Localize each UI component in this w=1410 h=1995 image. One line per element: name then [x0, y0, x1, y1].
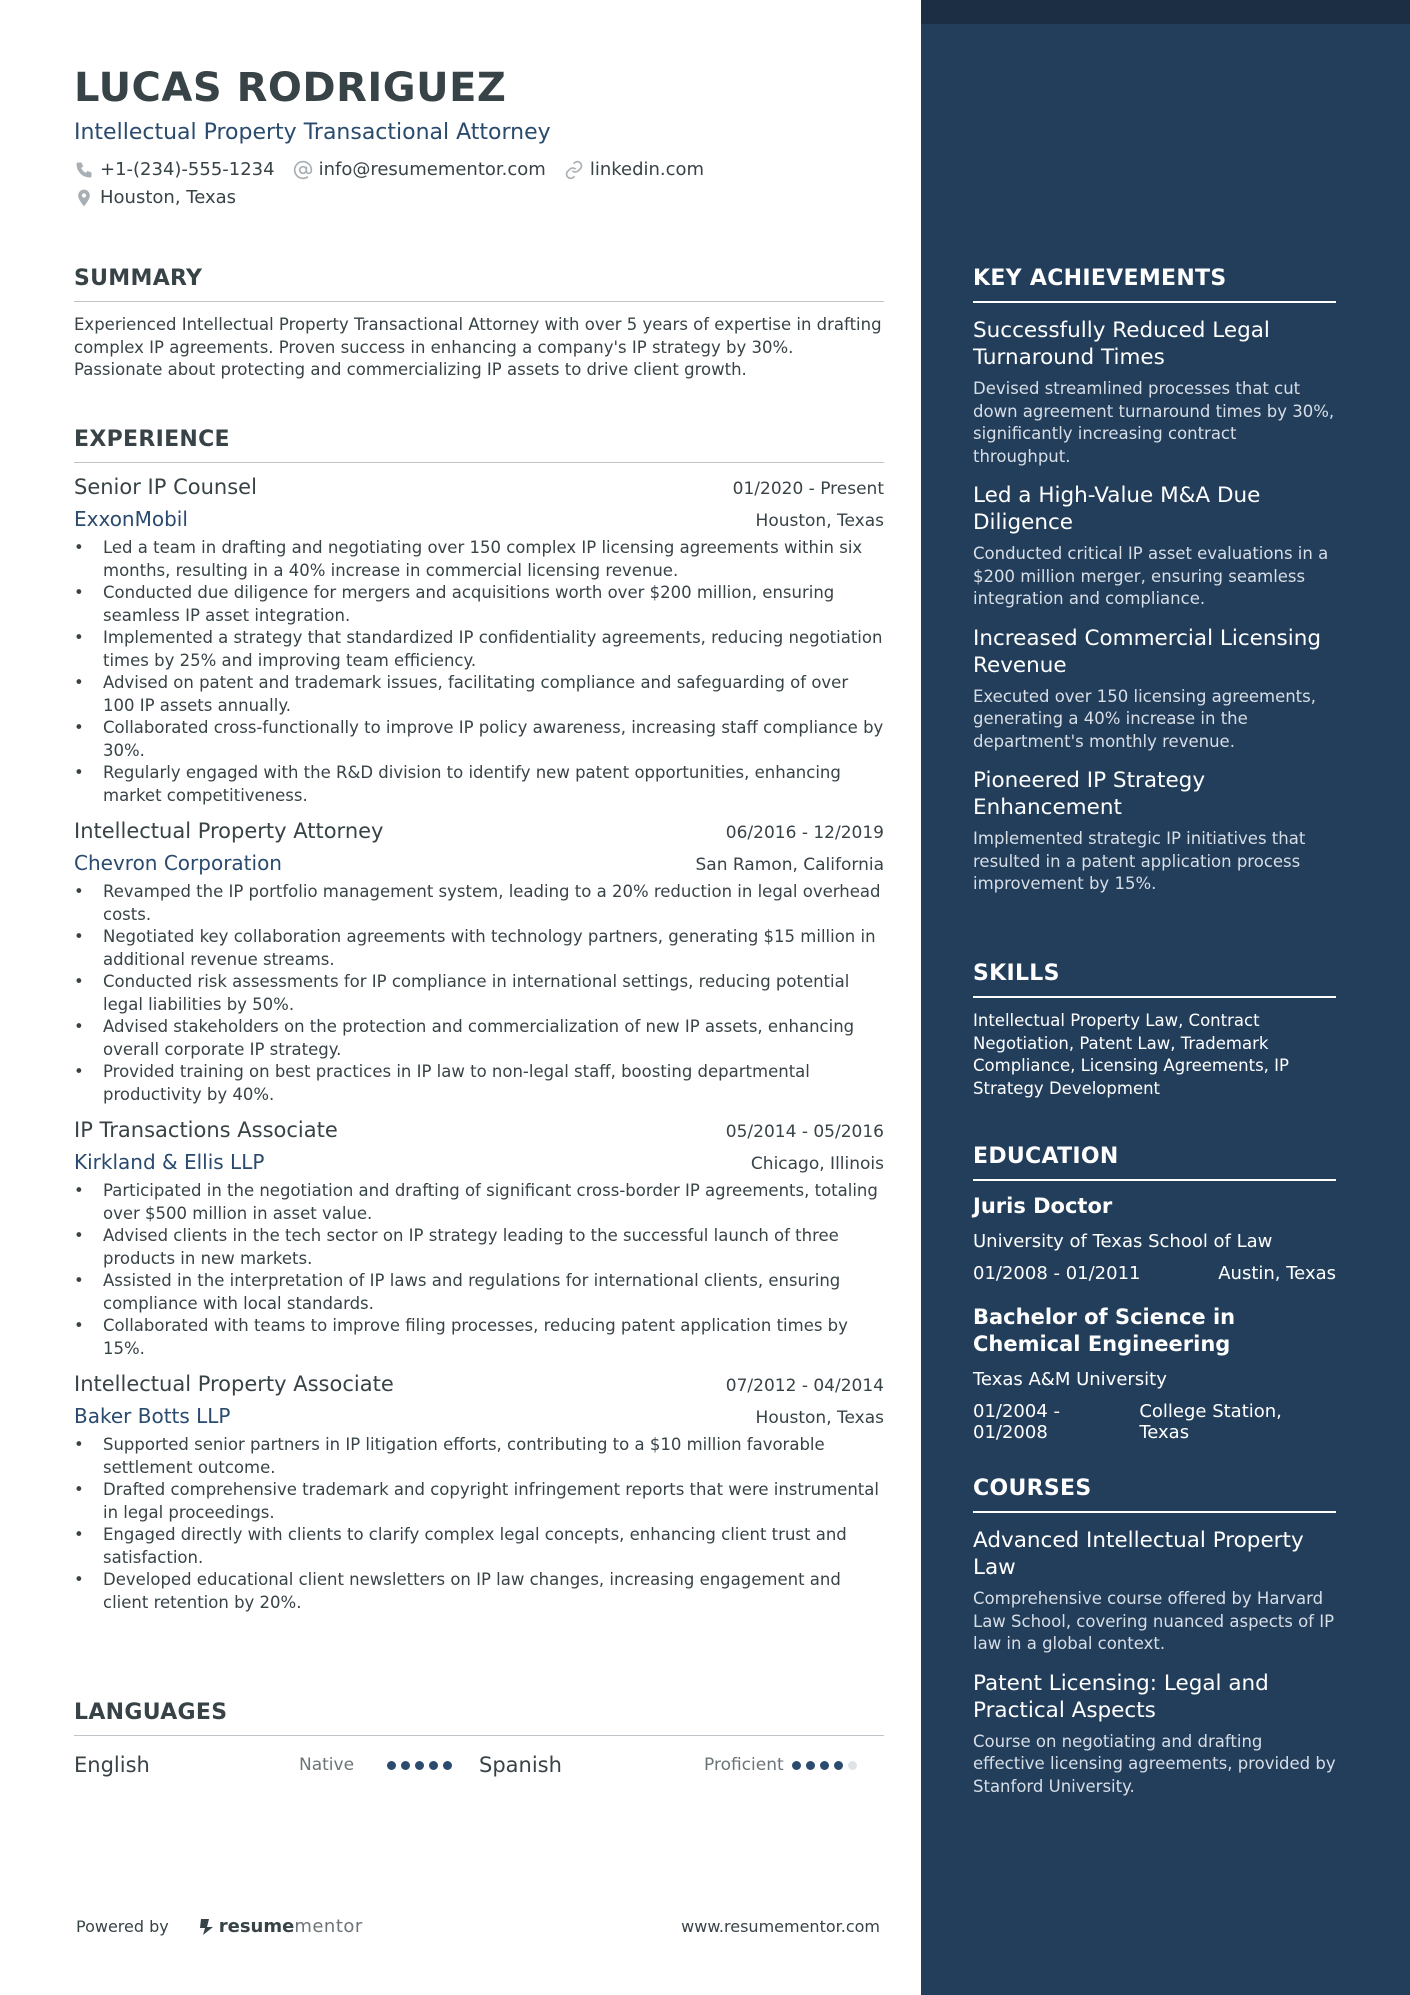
language-item: [74, 1753, 479, 1777]
job-bullet: • Conducted due diligence for mergers and acquisitions worth over $200 million, ensuring seamless IP asset integration.: [74, 582, 884, 627]
job-bullet: • Supported senior partners in IP litigation efforts, contributing to a $10 million favorable settlement outcome.: [74, 1434, 884, 1479]
linkedin-text[interactable]: linkedin.com: [589, 159, 705, 180]
rating-dot-filled: [429, 1761, 438, 1770]
achievement-desc: Implemented strategic IP initiatives that resulted in a patent application process improvement by 15%.: [973, 829, 1306, 893]
course-item: [973, 1670, 1336, 1799]
language-level: Native: [299, 1755, 355, 1775]
job-bullets: [74, 881, 884, 1106]
job-bullet: • Participated in the negotiation and drafting of significant cross-border IP agreements, totaling over $500 million in asset value.: [74, 1180, 884, 1225]
education-item: [973, 1304, 1336, 1443]
rating-dot-filled: [401, 1761, 410, 1770]
education-school: Texas A&M University: [973, 1369, 1167, 1390]
education-item: [973, 1193, 1336, 1284]
contact-linkedin[interactable]: [564, 156, 704, 184]
job-bullets: [74, 1180, 884, 1360]
achievements-heading: KEY ACHIEVEMENTS: [973, 266, 1336, 303]
footer: [76, 1916, 880, 1937]
resumementor-logo-icon: [199, 1917, 215, 1937]
languages-section: [74, 1700, 884, 1780]
job-bullet: • Collaborated cross-functionally to improve IP policy awareness, increasing staff compliance by 30%.: [74, 717, 884, 762]
job-location: Houston, Texas: [755, 1408, 884, 1428]
achievement-desc: Devised streamlined processes that cut down agreement turnaround times by 30%, significantly increasing contract throughput.: [973, 379, 1335, 466]
language-rating: [792, 1761, 857, 1770]
job-dates: 01/2020 - Present: [732, 479, 884, 499]
job-entry: [74, 475, 884, 807]
achievement-title: Increased Commercial Licensing Revenue: [973, 625, 1321, 678]
education-location: Austin, Texas: [1218, 1263, 1336, 1284]
email-text[interactable]: info@resumementor.com: [318, 159, 546, 180]
summary-section: [74, 266, 884, 382]
job-company: Chevron Corporation: [74, 851, 282, 875]
logo-text-mentor: mentor: [294, 1916, 363, 1937]
candidate-title: Intellectual Property Transactional Attorney: [74, 120, 551, 145]
language-item: [479, 1753, 884, 1777]
job-bullet: • Led a team in drafting and negotiating over 150 complex IP licensing agreements within six months, resulting in a 40% increase in commercial licensing revenue.: [74, 537, 884, 582]
education-dates: 01/2008 - 01/2011: [973, 1263, 1141, 1284]
job-bullet: • Assisted in the interpretation of IP laws and regulations for international clients, ensuring compliance with local standards.: [74, 1270, 884, 1315]
achievement-item: [973, 767, 1336, 896]
rating-dot-filled: [834, 1761, 843, 1770]
phone-text: +1-(234)-555-1234: [100, 159, 275, 180]
job-entry: [74, 1372, 884, 1614]
resumementor-logo[interactable]: [199, 1916, 363, 1937]
achievement-title: Successfully Reduced Legal Turnaround Times: [973, 318, 1270, 370]
logo-text-resume: resume: [218, 1916, 295, 1937]
education-heading: EDUCATION: [973, 1144, 1336, 1181]
job-dates: 06/2016 - 12/2019: [725, 823, 884, 843]
rating-dot-filled: [806, 1761, 815, 1770]
languages-heading: LANGUAGES: [74, 1700, 884, 1736]
course-title: Advanced Intellectual Property Law: [973, 1528, 1304, 1580]
skills-text: Intellectual Property Law, Contract Negotiation, Patent Law, Trademark Compliance, Licensing Agreements, IP Strategy Development: [973, 1011, 1289, 1098]
job-bullet: • Drafted comprehensive trademark and copyright infringement reports that were instrumental in legal proceedings.: [74, 1479, 884, 1524]
job-bullet: • Implemented a strategy that standardized IP confidentiality agreements, reducing negotiation times by 25% and improving team efficiency.: [74, 627, 884, 672]
achievement-item: [973, 625, 1336, 754]
language-name: Spanish: [479, 1753, 562, 1777]
location-text: Houston, Texas: [100, 187, 237, 208]
education-school: University of Texas School of Law: [973, 1231, 1273, 1252]
job-bullet: • Revamped the IP portfolio management system, leading to a 20% reduction in legal overhead costs.: [74, 881, 884, 926]
course-item: [973, 1527, 1336, 1656]
achievement-title: Pioneered IP Strategy Enhancement: [973, 768, 1206, 820]
candidate-name: LUCAS RODRIGUEZ: [74, 65, 507, 111]
achievement-desc: Conducted critical IP asset evaluations in a $200 million merger, ensuring seamless integration and compliance.: [973, 544, 1329, 608]
job-bullet: • Negotiated key collaboration agreements with technology partners, generating $15 million in additional revenue streams.: [74, 926, 884, 971]
job-location: Houston, Texas: [755, 511, 884, 531]
job-bullet: • Engaged directly with clients to clarify complex legal concepts, enhancing client trust and satisfaction.: [74, 1524, 884, 1569]
course-title: Patent Licensing: Legal and Practical Aspects: [973, 1670, 1269, 1723]
job-bullet: • Advised stakeholders on the protection and commercialization of new IP assets, enhancing overall corporate IP strategy.: [74, 1016, 884, 1061]
job-company: Kirkland & Ellis LLP: [74, 1150, 265, 1174]
job-bullet: • Advised clients in the tech sector on IP strategy leading to the successful launch of three products in new markets.: [74, 1225, 884, 1270]
job-bullet: • Developed educational client newsletters on IP law changes, increasing engagement and client retention by 20%.: [74, 1569, 884, 1614]
job-dates: 07/2012 - 04/2014: [725, 1376, 884, 1396]
summary-heading: SUMMARY: [74, 266, 884, 302]
rating-dot-filled: [443, 1761, 452, 1770]
resume-header: [74, 62, 884, 212]
language-name: English: [74, 1753, 150, 1777]
courses-section: [973, 1476, 1336, 1798]
job-dates: 05/2014 - 05/2016: [725, 1122, 884, 1142]
education-section: [973, 1144, 1336, 1443]
rating-dot-filled: [792, 1761, 801, 1770]
job-role: Intellectual Property Associate: [74, 1372, 394, 1396]
language-rating: [387, 1761, 452, 1770]
achievement-item: [973, 317, 1336, 468]
skills-section: [973, 961, 1336, 1100]
achievements-section: [973, 266, 1336, 896]
job-bullet: • Provided training on best practices in IP law to non-legal staff, boosting departmental productivity by 40%.: [74, 1061, 884, 1106]
job-company: ExxonMobil: [74, 507, 188, 531]
course-desc: Comprehensive course offered by Harvard Law School, covering nuanced aspects of IP law in a global context.: [973, 1589, 1335, 1653]
achievement-title: Led a High-Value M&A Due Diligence: [973, 483, 1261, 535]
job-bullets: [74, 537, 884, 807]
contact-email[interactable]: [293, 156, 546, 184]
job-entry: [74, 819, 884, 1106]
achievement-desc: Executed over 150 licensing agreements, generating a 40% increase in the department's monthly revenue.: [973, 686, 1316, 751]
job-company: Baker Botts LLP: [74, 1404, 231, 1428]
contact-phone: [74, 156, 275, 184]
job-location: Chicago, Illinois: [750, 1154, 884, 1174]
sidebar-top-bar: [921, 0, 1410, 24]
course-desc: Course on negotiating and drafting effective licensing agreements, provided by Stanford University.: [973, 1731, 1336, 1796]
at-icon: [293, 160, 313, 180]
job-role: Senior IP Counsel: [74, 475, 257, 499]
job-bullet: • Regularly engaged with the R&D division to identify new patent opportunities, enhancing market competitiveness.: [74, 762, 884, 807]
link-icon: [564, 160, 584, 180]
job-bullet: • Advised on patent and trademark issues, facilitating compliance and safeguarding of over 100 IP assets annually.: [74, 672, 884, 717]
achievement-item: [973, 482, 1336, 611]
experience-heading: EXPERIENCE: [74, 427, 884, 463]
courses-heading: COURSES: [973, 1476, 1336, 1513]
summary-text: Experienced Intellectual Property Transactional Attorney with over 5 years of expertise in drafting complex IP agreements. Proven success in enhancing a company's IP strategy by 30%. Passionate about protecting and commercializing IP assets to drive client growth.: [74, 315, 882, 379]
contact-info: [74, 156, 884, 212]
education-location: College Station, Texas: [1139, 1401, 1282, 1443]
job-bullets: [74, 1434, 884, 1614]
education-degree: Juris Doctor: [973, 1194, 1113, 1218]
contact-location: [74, 184, 236, 212]
language-level: Proficient: [704, 1755, 784, 1775]
rating-dot-filled: [387, 1761, 396, 1770]
phone-icon: [74, 160, 94, 180]
rating-dot-filled: [415, 1761, 424, 1770]
rating-dot-empty: [848, 1761, 857, 1770]
website-link[interactable]: www.resumementor.com: [681, 1917, 880, 1936]
job-role: Intellectual Property Attorney: [74, 819, 384, 843]
job-entry: [74, 1118, 884, 1360]
location-pin-icon: [74, 188, 94, 208]
experience-section: [74, 427, 884, 1614]
rating-dot-filled: [820, 1761, 829, 1770]
powered-by-text: Powered by: [76, 1917, 169, 1936]
job-bullet: • Conducted risk assessments for IP compliance in international settings, reducing potential legal liabilities by 50%.: [74, 971, 884, 1016]
job-role: IP Transactions Associate: [74, 1118, 338, 1142]
education-degree: Bachelor of Science in Chemical Engineering: [973, 1305, 1236, 1356]
skills-heading: SKILLS: [973, 961, 1336, 998]
job-bullet: • Collaborated with teams to improve filing processes, reducing patent application times by 15%.: [74, 1315, 884, 1360]
job-location: San Ramon, California: [695, 855, 884, 875]
education-dates: 01/2004 - 01/2008: [973, 1401, 1060, 1443]
